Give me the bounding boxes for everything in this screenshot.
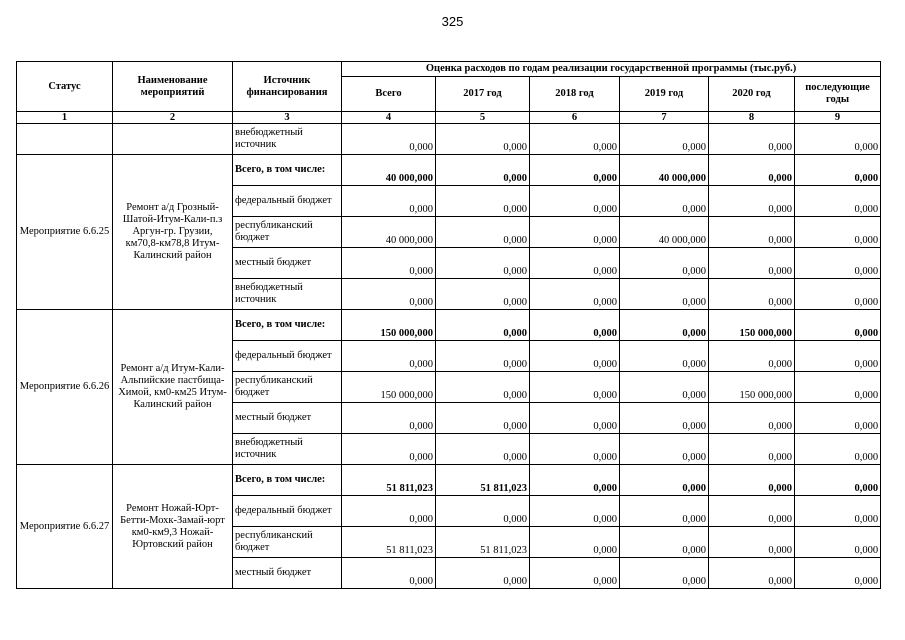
value-cell: 0,000 [795,186,881,217]
source-cell: внебюджетный источник [233,124,342,155]
value-cell: 150 000,000 [709,310,795,341]
header-status: Статус [17,62,113,112]
table-row [17,155,881,186]
value-cell: 0,000 [620,496,709,527]
value-cell: 0,000 [795,279,881,310]
value-cell: 0,000 [795,558,881,589]
value-cell: 40 000,000 [342,217,436,248]
event-status: Мероприятие 6.6.26 [17,310,113,465]
status-cell [17,124,113,155]
column-number: 1 [17,112,113,124]
value-cell: 0,000 [530,124,620,155]
value-cell: 0,000 [530,310,620,341]
value-cell: 0,000 [795,217,881,248]
event-name: Ремонт а/д Грозный-Шатой-Итум-Кали-п.з Аргун-гр. Грузии, км70,8-км78,8 Итум-Калинский район [113,155,233,310]
value-cell: 0,000 [436,248,530,279]
value-cell: 0,000 [795,496,881,527]
source-cell: Всего, в том числе: [233,310,342,341]
value-cell: 51 811,023 [342,465,436,496]
source-cell: местный бюджет [233,248,342,279]
value-cell: 0,000 [342,279,436,310]
source-cell: внебюджетный источник [233,434,342,465]
source-cell: внебюджетный источник [233,279,342,310]
column-number: 2 [113,112,233,124]
value-cell: 0,000 [436,124,530,155]
budget-table [16,61,881,589]
value-cell: 0,000 [620,372,709,403]
header-name: Наименование мероприятий [113,62,233,112]
value-cell: 0,000 [530,496,620,527]
value-cell: 40 000,000 [342,155,436,186]
value-cell: 0,000 [709,496,795,527]
value-cell: 0,000 [620,248,709,279]
value-cell: 150 000,000 [342,310,436,341]
value-cell: 0,000 [436,372,530,403]
value-cell: 0,000 [709,527,795,558]
column-number: 9 [795,112,881,124]
value-cell: 0,000 [342,403,436,434]
value-cell: 0,000 [795,310,881,341]
source-cell: местный бюджет [233,558,342,589]
value-cell: 0,000 [436,310,530,341]
value-cell: 0,000 [795,403,881,434]
value-cell: 0,000 [342,186,436,217]
value-cell: 0,000 [795,248,881,279]
value-cell: 51 811,023 [342,527,436,558]
value-cell: 0,000 [795,465,881,496]
event-status: Мероприятие 6.6.25 [17,155,113,310]
table-row [17,310,881,341]
value-cell: 150 000,000 [709,372,795,403]
source-cell: Всего, в том числе: [233,155,342,186]
value-cell: 0,000 [620,434,709,465]
value-cell: 0,000 [530,372,620,403]
value-cell: 0,000 [436,496,530,527]
value-cell: 0,000 [709,434,795,465]
value-cell: 0,000 [795,124,881,155]
value-cell: 0,000 [436,434,530,465]
value-cell: 40 000,000 [620,217,709,248]
column-number: 3 [233,112,342,124]
value-cell: 40 000,000 [620,155,709,186]
value-cell: 0,000 [530,155,620,186]
source-cell: местный бюджет [233,403,342,434]
source-cell: республиканский бюджет [233,217,342,248]
event-status: Мероприятие 6.6.27 [17,465,113,589]
value-cell: 51 811,023 [436,465,530,496]
source-cell: федеральный бюджет [233,186,342,217]
value-cell: 0,000 [620,558,709,589]
value-cell: 0,000 [342,496,436,527]
column-number: 4 [342,112,436,124]
value-cell: 0,000 [436,279,530,310]
value-cell: 0,000 [530,341,620,372]
value-cell: 0,000 [342,124,436,155]
value-cell: 0,000 [620,527,709,558]
column-number: 6 [530,112,620,124]
value-cell: 0,000 [530,434,620,465]
event-name: Ремонт а/д Итум-Кали-Альпийские пастбища-Химой, км0-км25 Итум-Калинский район [113,310,233,465]
table-row [17,465,881,496]
page-number: 325 [441,14,464,29]
value-cell: 0,000 [795,155,881,186]
source-cell: республиканский бюджет [233,372,342,403]
value-cell: 0,000 [620,124,709,155]
value-cell: 0,000 [709,186,795,217]
source-cell: федеральный бюджет [233,496,342,527]
value-cell: 0,000 [342,341,436,372]
value-cell: 0,000 [530,248,620,279]
header-year-later: последующие годы [795,77,881,112]
value-cell: 0,000 [342,248,436,279]
value-cell: 0,000 [620,279,709,310]
value-cell: 0,000 [620,310,709,341]
header-year-2019: 2019 год [620,77,709,112]
column-number: 8 [709,112,795,124]
value-cell: 0,000 [795,372,881,403]
value-cell: 0,000 [436,558,530,589]
table-row [17,124,881,155]
value-cell: 0,000 [795,434,881,465]
value-cell: 0,000 [620,465,709,496]
value-cell: 0,000 [436,217,530,248]
event-name: Ремонт Ножай-Юрт-Бетти-Мохк-Замай-юрт км0-км9,3 Ножай-Юртовский район [113,465,233,589]
header-year-2017: 2017 год [436,77,530,112]
column-number: 7 [620,112,709,124]
value-cell: 0,000 [620,341,709,372]
value-cell: 0,000 [709,403,795,434]
source-cell: республиканский бюджет [233,527,342,558]
value-cell: 0,000 [530,558,620,589]
value-cell: 51 811,023 [436,527,530,558]
value-cell: 0,000 [342,434,436,465]
column-number: 5 [436,112,530,124]
header-group: Оценка расходов по годам реализации государственной программы (тыс.руб.) [342,62,881,77]
value-cell: 0,000 [530,217,620,248]
table-body [17,124,881,589]
value-cell: 0,000 [436,403,530,434]
value-cell: 0,000 [530,279,620,310]
value-cell: 0,000 [620,403,709,434]
source-cell: федеральный бюджет [233,341,342,372]
value-cell: 0,000 [709,279,795,310]
value-cell: 0,000 [709,558,795,589]
value-cell: 0,000 [795,527,881,558]
value-cell: 0,000 [709,155,795,186]
header-source: Источник финансирования [233,62,342,112]
value-cell: 0,000 [709,124,795,155]
column-number-row [17,112,881,124]
value-cell: 150 000,000 [342,372,436,403]
value-cell: 0,000 [709,465,795,496]
value-cell: 0,000 [530,186,620,217]
header-year-2020: 2020 год [709,77,795,112]
value-cell: 0,000 [530,465,620,496]
value-cell: 0,000 [709,217,795,248]
value-cell: 0,000 [342,558,436,589]
value-cell: 0,000 [709,248,795,279]
value-cell: 0,000 [436,341,530,372]
value-cell: 0,000 [436,155,530,186]
value-cell: 0,000 [530,403,620,434]
header-year-total: Всего [342,77,436,112]
value-cell: 0,000 [709,341,795,372]
value-cell: 0,000 [436,186,530,217]
value-cell: 0,000 [620,186,709,217]
header-year-2018: 2018 год [530,77,620,112]
value-cell: 0,000 [795,341,881,372]
name-cell [113,124,233,155]
value-cell: 0,000 [530,527,620,558]
source-cell: Всего, в том числе: [233,465,342,496]
